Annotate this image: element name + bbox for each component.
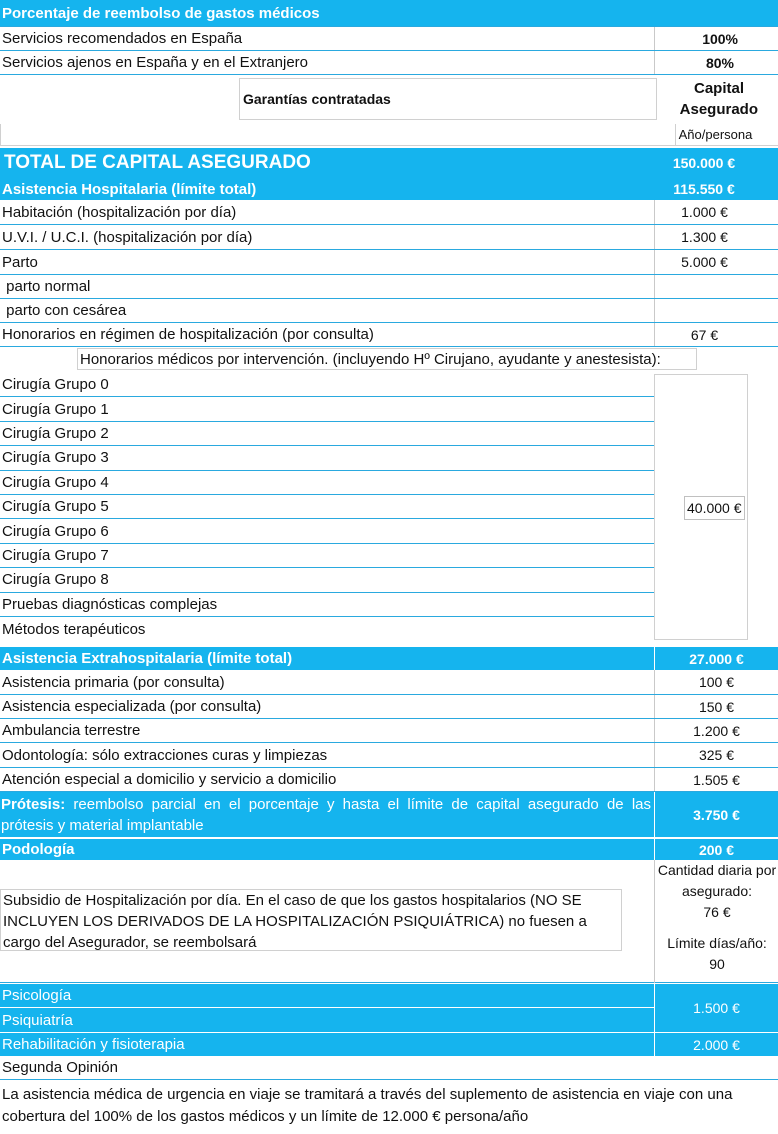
psico-value: 1.500 € <box>654 984 778 1032</box>
cirugia-label: Pruebas diagnósticas complejas <box>2 595 218 613</box>
protesis-value: 3.750 € <box>654 792 778 837</box>
cirugia-label: Cirugía Grupo 0 <box>2 376 109 394</box>
cirugia-label: Cirugía Grupo 6 <box>2 522 109 540</box>
podologia-row <box>0 838 778 860</box>
row-label: Ambulancia terrestre <box>2 722 141 739</box>
cirugia-label: Cirugía Grupo 5 <box>2 498 109 516</box>
total-row <box>0 148 778 178</box>
cirugia-label: Cirugía Grupo 4 <box>2 473 109 491</box>
subsidio-text: Subsidio de Hospitalización por día. En el caso de que los gastos hospitalarios (NO SE INCLUYEN LOS DERIVADOS DE LA HOSPITALIZACIÓN PSIQUIÁTRICA) no fuesen a cargo del Asegurador, se reembolsará <box>0 889 622 951</box>
podologia-value: 200 € <box>654 839 778 860</box>
subsidio-row <box>0 860 778 983</box>
row-label: Servicios recomendados en España <box>2 30 243 47</box>
row-label: Atención especial a domicilio y servicio a domicilio <box>2 771 337 788</box>
psico-block <box>0 984 778 1032</box>
segunda-opinion-row <box>0 1056 778 1080</box>
cirugia-row <box>0 544 654 568</box>
row-value: 67 € <box>654 323 754 346</box>
rehabilitacion-label: Rehabilitación y fisioterapia <box>2 1036 185 1053</box>
table-row <box>0 695 778 719</box>
table-row <box>0 26 778 51</box>
cirugia-row <box>0 446 654 470</box>
periodo-row <box>0 124 778 146</box>
row-label: Habitación (hospitalización por día) <box>2 203 237 221</box>
capital-header <box>660 78 760 120</box>
row-label: Honorarios en régimen de hospitalización (por consulta) <box>2 326 374 343</box>
podologia-label: Podología <box>2 841 75 858</box>
table-row <box>0 250 778 275</box>
row-label: parto con cesárea <box>2 302 127 319</box>
psicologia-label: Psicología <box>0 984 654 1008</box>
urgencia-text: La asistencia médica de urgencia en viaje se tramitará a través del suplemento de asistencia en viaje con una cobertura del 100% de los gastos médicos y un límite de 12.000 € persona/año <box>2 1086 733 1125</box>
row-value <box>654 275 754 298</box>
protesis-description: reembolso parcial en el porcentaje y hasta el límite de capital asegurado de las prótesis y material implantable <box>1 796 651 834</box>
cantidad-label: Cantidad diaria por asegurado: <box>657 862 777 899</box>
limite-label: Límite días/año: <box>667 935 767 951</box>
cirugia-value: 40.000 € <box>684 496 745 520</box>
table-row <box>0 670 778 695</box>
table-row <box>0 51 778 75</box>
table-row <box>0 225 778 250</box>
row-label: Servicios ajenos en España y en el Extranjero <box>2 54 309 71</box>
table-row <box>0 323 778 347</box>
row-value: 325 € <box>654 743 778 767</box>
capital-line1: Capital <box>693 80 744 97</box>
cirugia-row <box>0 519 654 543</box>
limite-value: 90 <box>709 956 725 972</box>
reembolso-header <box>0 0 778 26</box>
cirugia-label: Cirugía Grupo 7 <box>2 546 109 564</box>
row-value: 5.000 € <box>654 250 754 274</box>
hospitalaria-row <box>0 178 778 200</box>
row-value: 1.505 € <box>654 768 778 791</box>
total-label: TOTAL DE CAPITAL ASEGURADO <box>4 152 311 173</box>
periodo-label: Año/persona <box>675 124 755 145</box>
table-row <box>0 200 778 225</box>
total-value: 150.000 € <box>672 155 736 171</box>
row-value: 1.000 € <box>654 200 754 224</box>
intervencion-row <box>0 347 778 372</box>
protesis-title: Prótesis: <box>1 796 66 813</box>
hospitalaria-value: 115.550 € <box>673 181 735 197</box>
garantias-header <box>0 76 778 124</box>
row-value: 1.200 € <box>654 719 778 742</box>
cirugia-label: Cirugía Grupo 8 <box>2 571 109 589</box>
row-label: parto normal <box>2 278 91 295</box>
table-row <box>0 299 778 323</box>
row-label: Asistencia primaria (por consulta) <box>2 673 225 691</box>
row-value: 80% <box>654 51 778 74</box>
row-value <box>654 299 754 322</box>
extrahospitalaria-value: 27.000 € <box>654 647 778 670</box>
cirugia-row <box>0 568 654 592</box>
cirugia-row <box>0 397 654 421</box>
extrahospitalaria-label: Asistencia Extrahospitalaria (límite total) <box>2 650 293 667</box>
reembolso-title: Porcentaje de reembolso de gastos médicos <box>2 4 320 22</box>
garantias-title: Garantías contratadas <box>239 78 657 120</box>
cirugia-row <box>0 471 654 495</box>
row-label: Parto <box>2 253 38 271</box>
rehabilitacion-value: 2.000 € <box>654 1033 778 1056</box>
cirugia-row <box>0 617 654 641</box>
rehabilitacion-row <box>0 1033 778 1056</box>
row-value: 150 € <box>654 695 778 718</box>
row-value: 1.300 € <box>654 225 754 249</box>
table-row <box>0 275 778 299</box>
cirugia-row <box>0 422 654 446</box>
segunda-opinion-label: Segunda Opinión <box>2 1059 118 1076</box>
extrahospitalaria-row <box>0 647 778 670</box>
cirugia-label: Métodos terapéuticos <box>2 620 146 638</box>
urgencia-row <box>0 1080 778 1128</box>
table-row <box>0 719 778 743</box>
row-label: Asistencia especializada (por consulta) <box>2 698 262 715</box>
psiquiatria-label: Psiquiatría <box>2 1011 73 1029</box>
protesis-text <box>0 794 651 836</box>
subsidio-values <box>654 860 778 983</box>
row-label: U.V.I. / U.C.I. (hospitalización por día) <box>2 228 253 246</box>
row-value: 100% <box>654 27 778 50</box>
cirugia-row <box>0 495 654 519</box>
cirugia-row <box>0 593 654 617</box>
table-row <box>0 743 778 768</box>
cirugia-label: Cirugía Grupo 1 <box>2 400 109 418</box>
row-label: Odontología: sólo extracciones curas y limpiezas <box>2 746 328 764</box>
cirugia-label: Cirugía Grupo 2 <box>2 424 109 442</box>
cantidad-value: 76 € <box>703 904 731 920</box>
cirugia-row <box>0 373 654 397</box>
cirugia-label: Cirugía Grupo 3 <box>2 449 109 467</box>
protesis-row <box>0 792 778 837</box>
row-value: 100 € <box>654 670 778 694</box>
capital-line2: Asegurado <box>679 101 758 118</box>
table-row <box>0 768 778 792</box>
intervencion-note: Honorarios médicos por intervención. (incluyendo Hº Cirujano, ayudante y anestesista): <box>77 348 697 370</box>
hospitalaria-label: Asistencia Hospitalaria (límite total) <box>2 180 257 198</box>
